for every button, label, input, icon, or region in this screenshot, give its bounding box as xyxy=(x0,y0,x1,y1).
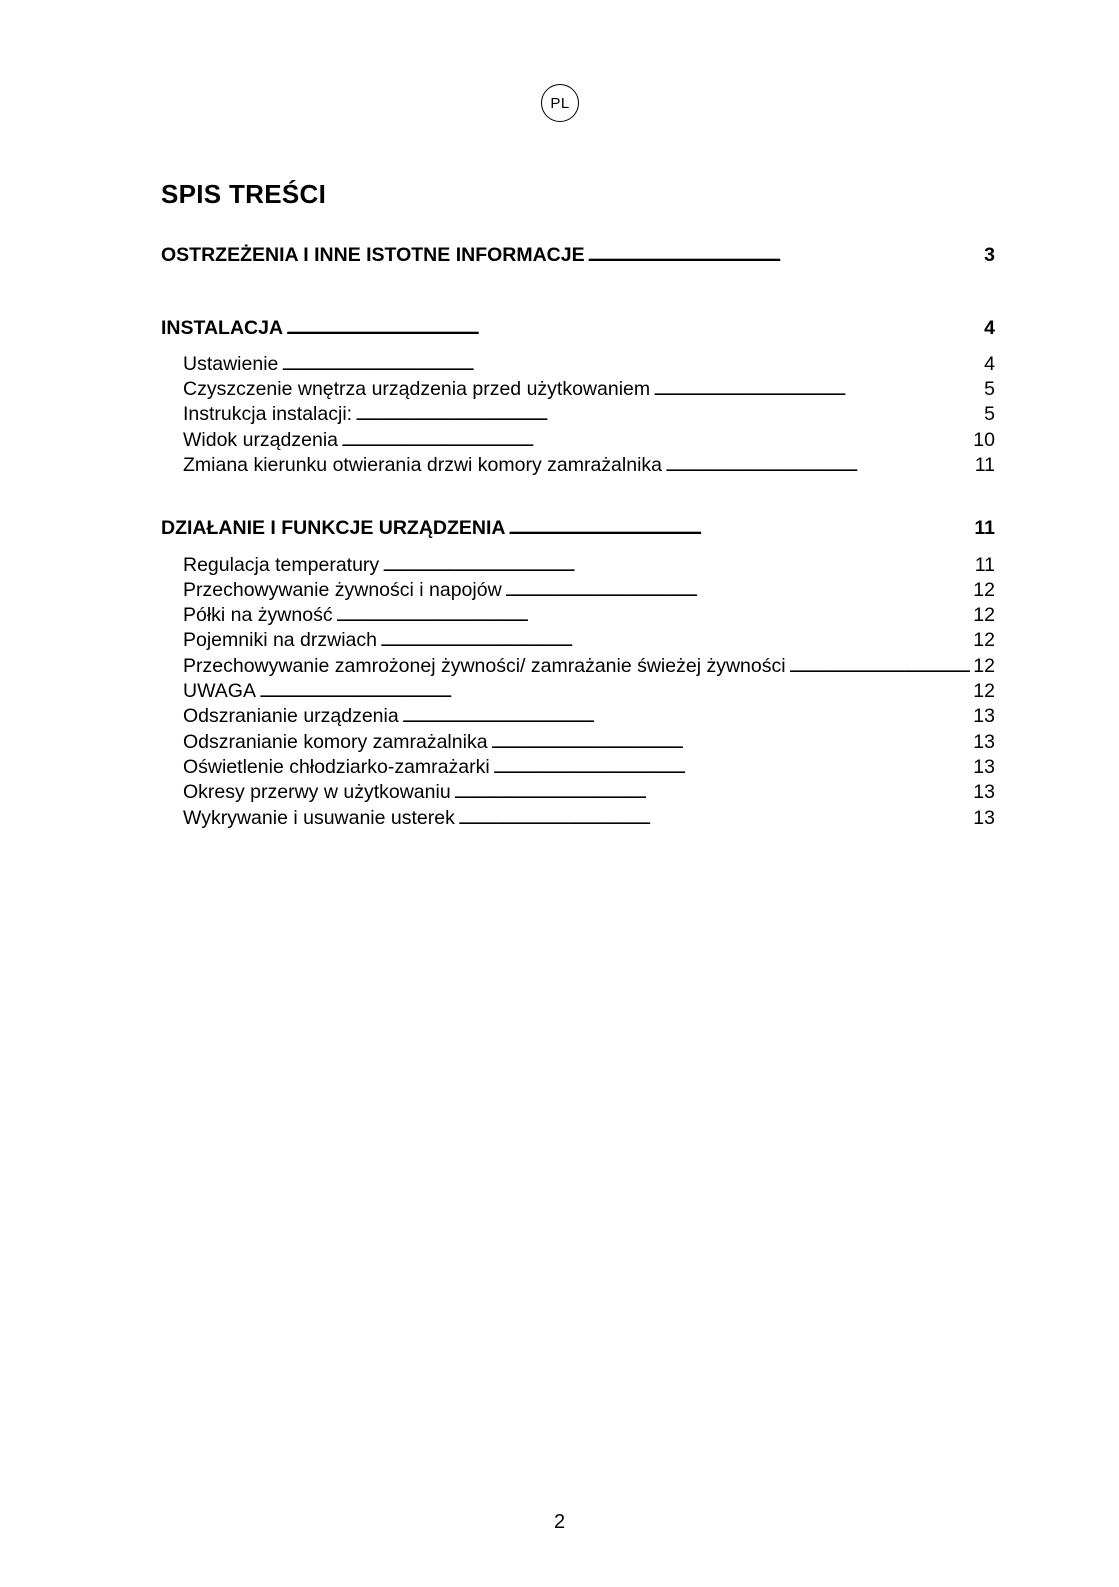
toc-item-label: Ustawienie xyxy=(183,353,279,375)
toc-item[interactable] xyxy=(183,680,995,706)
toc-item[interactable] xyxy=(183,629,995,655)
toc-leader-dots xyxy=(454,785,971,802)
toc-item[interactable] xyxy=(183,731,995,757)
toc-page-number: 11 xyxy=(974,517,995,539)
toc-page-number: 11 xyxy=(974,454,995,476)
toc-page-number: 13 xyxy=(973,756,995,778)
toc-item-label: Zmiana kierunku otwierania drzwi komory zamrażalnika xyxy=(183,454,663,476)
toc-item[interactable] xyxy=(183,604,995,630)
toc-item-label: Oświetlenie chłodziarko-zamrażarki xyxy=(183,756,490,778)
toc-leader-dots xyxy=(259,684,970,701)
toc-page-number: 13 xyxy=(973,705,995,727)
page-title: SPIS TREŚCI xyxy=(161,179,327,209)
toc-section-label: DZIAŁANIE I FUNKCJE URZĄDZENIA xyxy=(161,517,506,539)
toc-section-operation[interactable] xyxy=(161,517,995,543)
toc-item-label: Odszranianie komory zamrażalnika xyxy=(183,731,488,753)
toc-item-label: UWAGA xyxy=(183,680,256,702)
toc-page-number: 3 xyxy=(984,244,995,266)
toc-item[interactable] xyxy=(183,781,995,807)
toc-item[interactable] xyxy=(183,807,995,833)
language-badge xyxy=(541,84,579,122)
toc-item-label: Czyszczenie wnętrza urządzenia przed użytkowaniem xyxy=(183,378,651,400)
toc-leader-dots xyxy=(588,248,982,265)
toc-item[interactable] xyxy=(183,403,995,429)
toc-item[interactable] xyxy=(183,756,995,782)
toc-page-number: 5 xyxy=(984,378,995,400)
toc-leader-dots xyxy=(493,760,971,777)
toc-leader-dots xyxy=(491,735,971,752)
toc-leader-dots xyxy=(286,321,981,338)
toc-leader-dots xyxy=(509,521,972,538)
toc-leader-dots xyxy=(382,558,972,575)
toc-page-number: 4 xyxy=(984,353,995,375)
toc-leader-dots xyxy=(665,458,972,475)
toc-item[interactable] xyxy=(183,454,995,480)
toc-page-number: 4 xyxy=(984,317,995,339)
language-badge-label: PL xyxy=(550,94,570,112)
toc-item-label: Pojemniki na drzwiach xyxy=(183,629,378,651)
toc-section-warnings[interactable] xyxy=(161,244,995,270)
toc-leader-dots xyxy=(341,433,970,450)
toc-item-label: Odszranianie urządzenia xyxy=(183,705,399,727)
toc-item[interactable] xyxy=(183,579,995,605)
toc-leader-dots xyxy=(458,811,970,828)
toc-leader-dots xyxy=(789,659,971,676)
toc-page-number: 12 xyxy=(973,579,995,601)
toc-leader-dots xyxy=(380,633,970,650)
page-number: 2 xyxy=(553,1511,566,1533)
toc-item[interactable] xyxy=(183,353,995,379)
toc-item-label: Przechowywanie zamrożonej żywności/ zamrażanie świeżej żywności xyxy=(183,655,786,677)
toc-page-number: 13 xyxy=(973,731,995,753)
toc-section-label: INSTALACJA xyxy=(161,317,284,339)
toc-item[interactable] xyxy=(183,378,995,404)
toc-page-number: 11 xyxy=(974,554,995,576)
toc-section-installation[interactable] xyxy=(161,317,995,343)
toc-item-label: Regulacja temperatury xyxy=(183,554,380,576)
toc-page-number: 13 xyxy=(973,781,995,803)
toc-leader-dots xyxy=(505,583,971,600)
toc-leader-dots xyxy=(355,407,981,424)
toc-item[interactable] xyxy=(183,429,995,455)
toc-item-label: Instrukcja instalacji: xyxy=(183,403,353,425)
toc-page-number: 12 xyxy=(973,655,995,677)
toc-page-number: 12 xyxy=(973,604,995,626)
toc-leader-dots xyxy=(402,709,971,726)
toc-leader-dots xyxy=(653,382,981,399)
toc-leader-dots xyxy=(336,608,971,625)
toc-page-number: 5 xyxy=(984,403,995,425)
toc-page-number: 10 xyxy=(973,429,995,451)
toc-item-label: Widok urządzenia xyxy=(183,429,338,451)
toc-item-label: Przechowywanie żywności i napojów xyxy=(183,579,502,601)
toc-section-label: OSTRZEŻENIA I INNE ISTOTNE INFORMACJE xyxy=(161,244,585,266)
toc-item-label: Wykrywanie i usuwanie usterek xyxy=(183,807,455,829)
toc-item[interactable] xyxy=(183,554,995,580)
toc-page-number: 12 xyxy=(973,629,995,651)
toc-item-label: Okresy przerwy w użytkowaniu xyxy=(183,781,451,803)
toc-leader-dots xyxy=(281,357,981,374)
toc-item-label: Półki na żywność xyxy=(183,604,333,626)
toc-item[interactable] xyxy=(183,655,995,681)
toc-page-number: 12 xyxy=(973,680,995,702)
toc-item[interactable] xyxy=(183,705,995,731)
toc-page-number: 13 xyxy=(973,807,995,829)
